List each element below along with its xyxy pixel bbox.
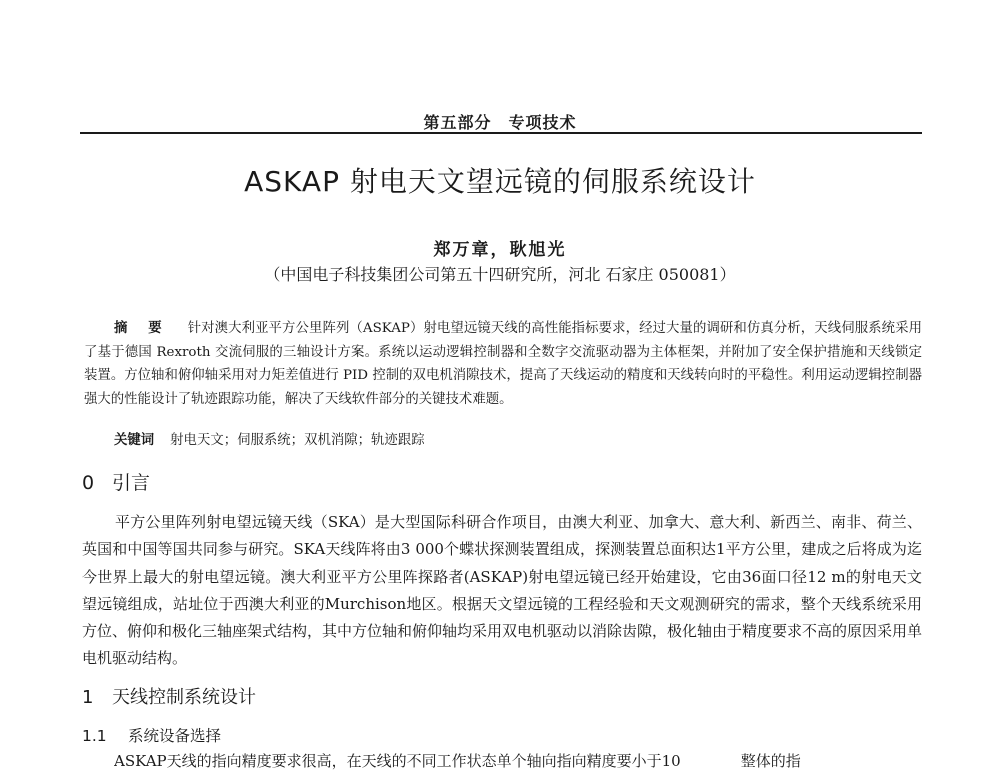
section-heading-1-1 [82, 724, 221, 746]
section-heading-1 [82, 683, 256, 709]
section-number: 0 [82, 472, 95, 494]
intro-paragraph: 平方公里阵列射电望远镜天线（SKA）是大型国际科研合作项目，由澳大利亚、加拿大、意大利、新西兰、南非、荷兰、英国和中国等国共同参与研究。SKA天线阵将由3 000个蝶状探测装置组成，探测装置总面积达1平方公里，建成之后将成为迄今世界上最大的射电望远镜。澳大利亚平方公里阵探路者(ASKAP)射电望远镜已经开始建设，它由36面口径12 m的射电天文望远镜组成，站址位于西澳大利亚的Murchison地区。根据天文望远镜的工程经验和天文观测研究的需求，整个天线系统采用方位、俯仰和极化三轴座架式结构，其中方位轴和俯仰轴均采用双电机驱动以消除齿隙，极化轴由于精度要求不高的原因采用单电机驱动结构。 [82, 513, 923, 668]
section-number: 1.1 [82, 727, 107, 745]
section-number: 1 [82, 687, 94, 708]
part-header: 第五部分 专项技术 [423, 113, 577, 132]
section-title: 引言 [112, 472, 151, 494]
section-heading-intro [82, 468, 150, 495]
section-title: 天线控制系统设计 [112, 687, 256, 708]
paper-title: ASKAP 射电天文望远镜的伺服系统设计 [244, 165, 756, 198]
keywords-text: 射电天文；伺服系统；双机消隙；轨迹跟踪 [170, 433, 425, 448]
affiliation: （中国电子科技集团公司第五十四研究所，河北 石家庄 050081） [264, 265, 736, 284]
abstract [84, 317, 922, 411]
keywords [114, 429, 914, 448]
truncated-paragraph-line: ASKAP天线的指向精度要求很高，在天线的不同工作状态单个轴向指向精度要小于10 整体的指 [114, 752, 801, 770]
section-title: 系统设备选择 [128, 727, 222, 745]
authors: 郑万章，耿旭光 [433, 240, 567, 260]
header-rule [80, 132, 922, 134]
abstract-label: 摘 要 [114, 321, 170, 336]
abstract-text: 针对澳大利亚平方公里阵列（ASKAP）射电望远镜天线的高性能指标要求，经过大量的调研和仿真分析，天线伺服系统采用了基于德国 Rexroth 交流伺服的三轴设计方案。系统以运动逻辑控制器和全数字交流驱动器为主体框架，并附加了安全保护措施和天线锁定装置。方位轴和俯仰轴采用对力矩差值进行 PID 控制的双电机消隙技术，提高了天线运动的精度和天线转向时的平稳性。利用运动逻辑控制器强大的性能设计了轨迹跟踪功能，解决了天线软件部分的关键技术难题。 [84, 321, 922, 407]
keywords-label: 关键词 [114, 433, 155, 448]
